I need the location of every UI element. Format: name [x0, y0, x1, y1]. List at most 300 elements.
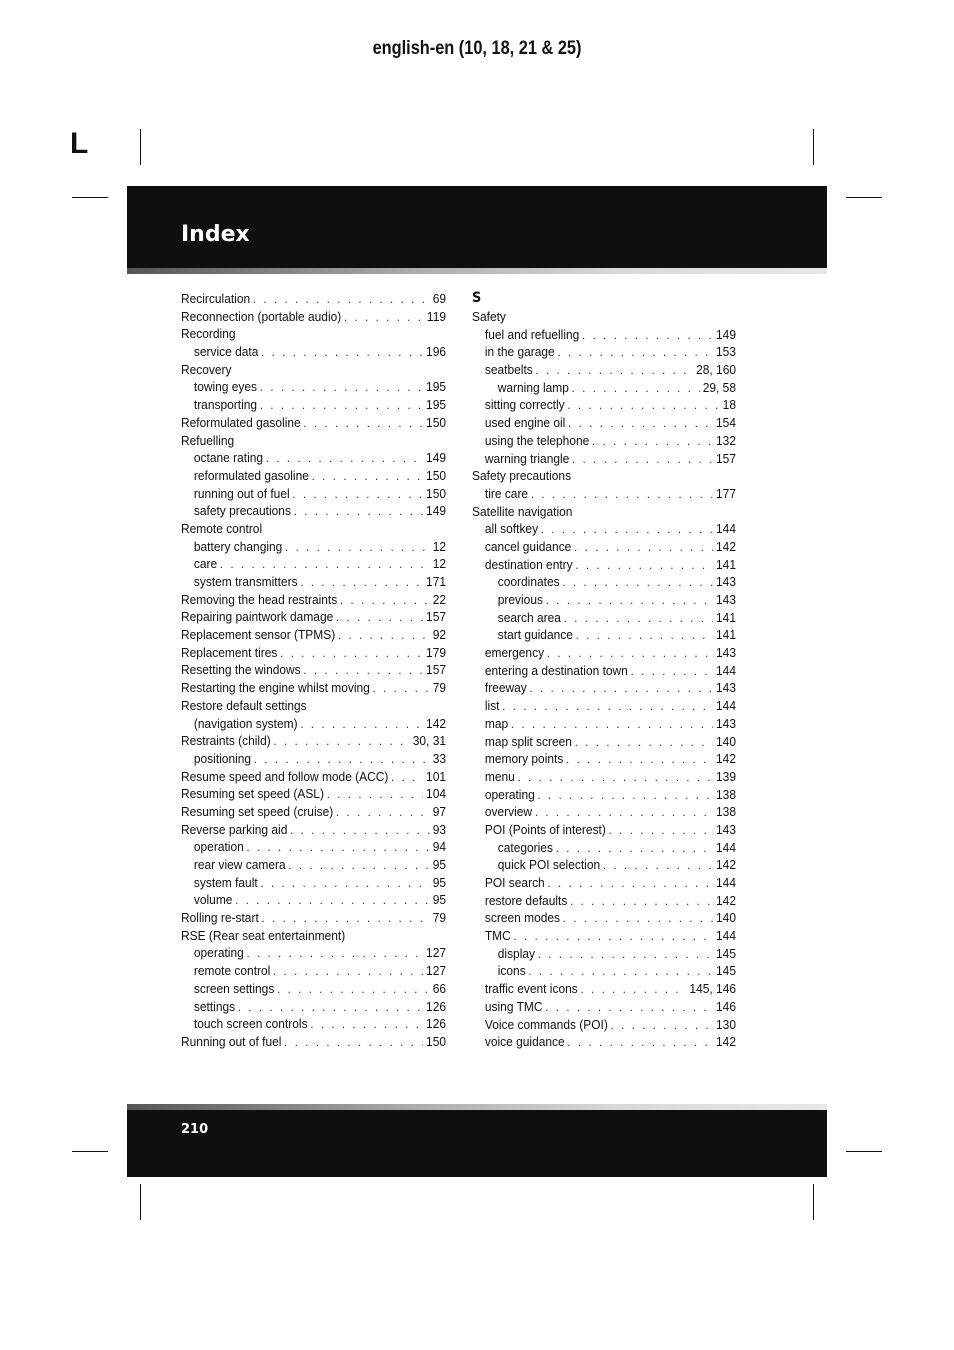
- banner-gradient-edge: [127, 268, 827, 274]
- dot-leader: [292, 486, 423, 503]
- index-entry-page: 149: [426, 450, 447, 466]
- index-entry-page: 144: [716, 928, 736, 944]
- index-entry-label: traffic event icons: [484, 981, 578, 997]
- index-letter-heading: S: [472, 290, 482, 306]
- index-entry-label: screen modes: [484, 910, 561, 926]
- index-entry-page: 142: [716, 1034, 736, 1050]
- index-entry: [472, 591, 736, 609]
- dot-leader: [556, 840, 714, 857]
- index-entry-label: memory points: [484, 751, 564, 767]
- index-entry-page: 141: [716, 556, 736, 572]
- index-entry-label: Voice commands (POI): [484, 1016, 608, 1032]
- index-entry-label: Reverse parking aid: [181, 821, 288, 837]
- index-entry: [181, 467, 446, 485]
- index-entry-page: 144: [716, 662, 736, 678]
- index-entry-label: operating: [193, 945, 244, 961]
- index-heading: RSE (Rear seat entertainment): [181, 927, 346, 943]
- index-entry-label: emergency: [484, 645, 545, 661]
- index-entry-label: reformulated gasoline: [193, 467, 309, 483]
- crop-mark-bottom-left-horizontal: [72, 1151, 108, 1152]
- index-entry-page: 150: [426, 485, 447, 501]
- dot-leader: [247, 839, 430, 856]
- index-entry-label: Rolling re-start: [181, 910, 259, 926]
- index-entry-label: using the telephone: [484, 432, 590, 448]
- dot-leader: [545, 999, 713, 1016]
- index-entry-label: menu: [484, 768, 515, 784]
- index-entry-page: 177: [716, 485, 736, 501]
- index-entry-label: Running out of fuel: [181, 1033, 282, 1049]
- index-entry-page: 153: [716, 344, 736, 360]
- index-heading: Satellite navigation: [472, 503, 573, 519]
- index-entry: [472, 856, 736, 874]
- index-entry: [181, 661, 446, 679]
- index-heading: Restore default settings: [181, 697, 307, 713]
- index-entry-page: 157: [426, 609, 447, 625]
- index-entry: [472, 715, 736, 733]
- index-entry-page: 12: [432, 538, 447, 554]
- index-entry: [181, 538, 446, 556]
- index-entry-page: 150: [426, 414, 447, 430]
- index-entry-page: 104: [426, 786, 447, 802]
- index-entry-label: all softkey: [484, 521, 539, 537]
- index-entry-label: volume: [193, 892, 233, 908]
- index-entry-label: TMC: [484, 928, 511, 944]
- index-list-left: [181, 290, 446, 1051]
- index-entry-label: POI (Points of interest): [484, 821, 606, 837]
- index-entry: [472, 679, 736, 697]
- dot-leader: [260, 397, 423, 414]
- crop-mark-top-left-horizontal: [72, 197, 108, 198]
- index-entry-label: warning triangle: [484, 450, 570, 466]
- index-entry-label: icons: [497, 963, 526, 979]
- index-entry-page: 28, 160: [696, 362, 736, 378]
- index-entry-page: 142: [716, 857, 736, 873]
- index-entry: [181, 803, 446, 821]
- index-entry-page: 179: [426, 644, 447, 660]
- dot-leader: [611, 1017, 714, 1034]
- index-entry-label: safety precautions: [193, 503, 291, 519]
- dot-leader: [535, 804, 713, 821]
- index-entry-label: quick POI selection: [497, 857, 601, 873]
- index-entry: [181, 732, 446, 750]
- index-entry: [181, 343, 446, 361]
- index-entry-label: settings: [193, 998, 236, 1014]
- dot-leader: [303, 415, 423, 432]
- dot-leader: [235, 892, 430, 909]
- index-entry-page: 157: [426, 662, 447, 678]
- dot-leader: [546, 592, 714, 609]
- index-entry: [181, 1015, 446, 1033]
- index-entry-label: screen settings: [193, 980, 275, 996]
- index-entry: [472, 892, 736, 910]
- index-entry: [472, 945, 736, 963]
- index-entry: [472, 1016, 736, 1034]
- index-entry-page: 145, 146: [689, 981, 736, 997]
- index-entry-label: list: [484, 698, 500, 714]
- index-entry-label: warning lamp: [497, 379, 569, 395]
- index-heading: Recording: [181, 326, 236, 342]
- index-entry-page: 69: [432, 291, 447, 306]
- dot-leader: [300, 716, 423, 733]
- index-entry: [472, 450, 736, 468]
- dot-leader: [603, 857, 713, 874]
- index-entry: [472, 998, 736, 1016]
- dot-leader: [531, 486, 713, 503]
- dot-leader: [568, 415, 713, 432]
- dot-leader: [336, 609, 423, 626]
- dot-leader: [310, 1016, 423, 1033]
- index-entry-page: 30, 31: [412, 733, 447, 749]
- index-entry-label: operation: [193, 839, 244, 855]
- index-entry-label: rear view camera: [193, 857, 286, 872]
- index-entry: [472, 1033, 736, 1051]
- index-entry-label: transporting: [193, 397, 258, 413]
- index-entry-page: 93: [432, 821, 447, 837]
- index-entry-page: 94: [432, 839, 447, 855]
- index-entry-page: 119: [426, 308, 447, 324]
- dot-leader: [563, 910, 714, 927]
- index-entry: [472, 644, 736, 662]
- index-entry-page: 126: [426, 1016, 447, 1032]
- dot-leader: [502, 698, 713, 715]
- footer-gradient-edge: [127, 1104, 827, 1110]
- dot-leader: [575, 734, 714, 751]
- dot-leader: [518, 769, 714, 786]
- index-entry: [472, 379, 736, 397]
- index-entry-label: positioning: [193, 750, 252, 766]
- index-entry: [181, 821, 446, 839]
- index-entry-page: 33: [432, 750, 447, 766]
- index-entry-page: 143: [716, 680, 736, 696]
- index-entry-page: 146: [716, 998, 736, 1014]
- index-entry: [472, 821, 736, 839]
- index-entry: [472, 343, 736, 361]
- dot-leader: [285, 539, 430, 556]
- index-entry-label: destination entry: [484, 556, 573, 572]
- index-entry-label: map split screen: [484, 733, 572, 749]
- index-heading: Remote control: [181, 520, 263, 536]
- crop-mark-top-left-vertical: [140, 129, 141, 165]
- dot-leader: [300, 574, 423, 591]
- dot-leader: [536, 362, 694, 379]
- index-entry-label: Repairing paintwork damage: [181, 609, 334, 625]
- index-entry-label: using TMC: [484, 998, 543, 1014]
- index-entry: [472, 396, 736, 414]
- dot-leader: [340, 592, 430, 609]
- index-entry-page: 126: [426, 998, 447, 1014]
- dot-leader: [288, 857, 430, 874]
- index-entry-page: 141: [716, 609, 736, 625]
- index-entry-label: voice guidance: [484, 1034, 565, 1050]
- index-entry: [472, 874, 736, 892]
- index-entry-page: 143: [716, 592, 736, 607]
- index-entry: [472, 662, 736, 680]
- index-entry-page: 144: [716, 521, 736, 537]
- dot-leader: [280, 645, 423, 662]
- dot-leader: [344, 309, 424, 326]
- index-entry: [181, 874, 446, 892]
- index-entry-label: in the garage: [484, 344, 555, 360]
- index-entry-page: 140: [716, 910, 736, 926]
- index-entry-label: touch screen controls: [193, 1016, 308, 1032]
- dot-leader: [220, 556, 430, 573]
- index-entry-page: 97: [432, 803, 447, 819]
- index-entry-page: 145: [716, 963, 736, 979]
- dot-leader: [575, 557, 713, 574]
- index-banner: [127, 186, 827, 268]
- index-entry-page: 66: [432, 980, 447, 996]
- index-entry: [472, 609, 736, 627]
- index-entry: [181, 449, 446, 467]
- dot-leader: [572, 451, 713, 468]
- index-entry: [472, 803, 736, 821]
- dot-leader: [261, 344, 423, 361]
- index-entry: [181, 750, 446, 768]
- dot-leader: [294, 503, 424, 520]
- dot-leader: [238, 999, 423, 1016]
- dot-leader: [277, 981, 430, 998]
- index-entry-page: 143: [716, 645, 736, 661]
- index-heading: Safety: [472, 309, 506, 324]
- index-entry-page: 142: [426, 715, 447, 731]
- dot-leader: [290, 822, 430, 839]
- dot-leader: [327, 786, 424, 803]
- index-list-right: [472, 290, 736, 1051]
- page-number: 210: [181, 1122, 209, 1137]
- dot-leader: [262, 910, 430, 927]
- crop-mark-bottom-right-vertical: [813, 1184, 814, 1220]
- index-entry-page: 29, 58: [702, 379, 736, 395]
- dot-leader: [253, 291, 430, 308]
- index-entry-page: 18: [722, 397, 736, 413]
- index-entry: [181, 485, 446, 503]
- crop-mark-bottom-right-horizontal: [846, 1151, 882, 1152]
- index-entry: [472, 520, 736, 538]
- index-entry-page: 12: [432, 556, 447, 572]
- index-entry-page: 139: [716, 768, 736, 784]
- index-entry: [181, 785, 446, 803]
- index-entry-page: 150: [426, 1033, 447, 1049]
- index-entry-page: 154: [716, 415, 736, 431]
- index-entry-label: Restraints (child): [181, 733, 271, 749]
- dot-leader: [528, 963, 713, 980]
- index-entry-page: 95: [432, 892, 447, 908]
- index-entry: [472, 573, 736, 591]
- index-entry-page: 79: [432, 910, 447, 926]
- crop-mark-top-right-horizontal: [846, 197, 882, 198]
- index-entry-page: 142: [716, 751, 736, 767]
- index-entry-label: display: [497, 945, 535, 961]
- dot-leader: [570, 893, 713, 910]
- index-entry: [181, 909, 446, 927]
- index-entry-page: 195: [426, 379, 447, 395]
- index-entry-page: 144: [716, 698, 736, 714]
- index-entry-page: 79: [432, 680, 447, 696]
- dot-leader: [273, 733, 409, 750]
- crop-letter: L: [70, 127, 89, 160]
- index-entry: [472, 962, 736, 980]
- index-entry: [472, 361, 736, 379]
- index-entry-label: (navigation system): [193, 715, 298, 731]
- dot-leader: [336, 804, 430, 821]
- index-entry: [472, 697, 736, 715]
- index-entry-label: operating: [484, 786, 535, 802]
- index-entry: [181, 998, 446, 1016]
- index-entry-page: 150: [426, 467, 447, 483]
- index-entry-page: 95: [432, 857, 447, 872]
- index-entry: [181, 944, 446, 962]
- index-entry-page: 143: [716, 574, 736, 590]
- index-entry: [472, 750, 736, 768]
- index-entry: [181, 290, 446, 308]
- index-entry: [181, 962, 446, 980]
- dot-leader: [582, 327, 713, 344]
- dot-leader: [576, 627, 714, 644]
- index-entry-label: entering a destination town: [484, 662, 628, 678]
- index-entry-page: 145: [716, 945, 736, 961]
- index-entry-label: cancel guidance: [484, 538, 572, 554]
- dot-leader: [247, 945, 424, 962]
- index-entry-label: freeway: [484, 680, 527, 696]
- index-entry-page: 144: [716, 875, 736, 890]
- index-entry-label: start guidance: [497, 627, 573, 643]
- dot-leader: [373, 680, 430, 697]
- dot-leader: [631, 663, 714, 680]
- dot-leader: [547, 875, 713, 892]
- index-entry-label: POI search: [484, 875, 545, 890]
- index-entry-page: 140: [716, 733, 736, 749]
- index-entry: [181, 1033, 446, 1051]
- index-entry-label: Reconnection (portable audio): [181, 308, 342, 324]
- index-entry: [181, 573, 446, 591]
- index-entry-label: care: [193, 556, 218, 572]
- index-entry: [181, 626, 446, 644]
- index-entry-page: 143: [716, 715, 736, 731]
- index-entry: [181, 502, 446, 520]
- index-entry: [181, 891, 446, 909]
- index-entry-page: 196: [426, 344, 447, 360]
- index-entry: [472, 414, 736, 432]
- dot-leader: [284, 1034, 423, 1051]
- index-entry: [472, 909, 736, 927]
- dot-leader: [514, 928, 714, 945]
- dot-leader: [273, 963, 423, 980]
- index-entry-page: 144: [716, 839, 736, 855]
- index-entry-label: Resume speed and follow mode (ACC): [181, 768, 389, 784]
- index-entry: [472, 927, 736, 945]
- footer-banner: [127, 1110, 827, 1177]
- index-entry-label: Replacement sensor (TPMS): [181, 627, 336, 643]
- index-entry-label: search area: [497, 609, 561, 625]
- index-entry-page: 138: [716, 804, 736, 820]
- index-column-left: [181, 290, 446, 1051]
- index-entry-page: 127: [426, 945, 447, 961]
- index-entry-page: 149: [426, 503, 447, 519]
- index-entry: [472, 839, 736, 857]
- index-entry: [472, 733, 736, 751]
- index-entry-page: 132: [716, 432, 736, 448]
- index-entry-page: 130: [716, 1016, 736, 1032]
- index-entry: [181, 856, 446, 874]
- dot-leader: [609, 822, 714, 839]
- index-entry-page: 138: [716, 786, 736, 802]
- dot-leader: [391, 769, 423, 786]
- index-entry-label: seatbelts: [484, 362, 533, 378]
- index-entry: [472, 768, 736, 786]
- index-entry-label: coordinates: [497, 574, 560, 590]
- crop-mark-top-right-vertical: [813, 129, 814, 165]
- dot-leader: [547, 645, 713, 662]
- dot-leader: [260, 379, 423, 396]
- index-entry-label: system transmitters: [193, 574, 298, 589]
- index-entry-label: Resuming set speed (cruise): [181, 803, 334, 819]
- index-entry: [472, 980, 736, 998]
- dot-leader: [566, 751, 713, 768]
- dot-leader: [541, 521, 713, 538]
- index-entry-page: 171: [426, 574, 447, 589]
- dot-leader: [567, 1034, 713, 1051]
- index-entry-label: previous: [497, 592, 543, 607]
- index-entry: [181, 378, 446, 396]
- index-entry: [181, 396, 446, 414]
- index-entry-page: 141: [716, 627, 736, 643]
- index-entry-label: remote control: [193, 963, 271, 979]
- dot-leader: [574, 539, 713, 556]
- index-entry-label: restore defaults: [484, 892, 568, 908]
- dot-leader: [580, 981, 686, 998]
- index-heading: Recovery: [181, 361, 232, 377]
- index-entry-page: 149: [716, 326, 736, 342]
- index-entry-page: 127: [426, 963, 447, 979]
- index-entry: [181, 838, 446, 856]
- dot-leader: [530, 680, 714, 697]
- index-entry-label: service data: [193, 344, 259, 360]
- index-entry-label: Reformulated gasoline: [181, 414, 301, 430]
- index-column-right: [472, 290, 736, 1051]
- dot-leader: [254, 751, 430, 768]
- index-heading: Refuelling: [181, 432, 235, 448]
- index-entry-label: Recirculation: [181, 291, 251, 306]
- dot-leader: [562, 574, 713, 591]
- index-entry-label: tire care: [484, 485, 529, 501]
- index-entry: [472, 432, 736, 450]
- index-entry-label: overview: [484, 804, 533, 820]
- dot-leader: [592, 433, 713, 450]
- index-entry-page: 143: [716, 821, 736, 837]
- dot-leader: [511, 716, 713, 733]
- dot-leader: [538, 787, 714, 804]
- header-title: english-en (10, 18, 21 & 25): [372, 38, 582, 59]
- index-entry: [472, 786, 736, 804]
- index-entry-page: 157: [716, 450, 736, 466]
- index-entry-page: 92: [432, 627, 447, 643]
- index-entry-label: towing eyes: [193, 379, 258, 395]
- index-entry: [181, 768, 446, 786]
- crop-mark-bottom-left-vertical: [140, 1184, 141, 1220]
- index-entry: [181, 715, 446, 733]
- index-entry-label: Restarting the engine whilst moving: [181, 680, 370, 696]
- banner-title: Index: [181, 222, 250, 247]
- dot-leader: [564, 610, 714, 627]
- dot-leader: [572, 380, 700, 397]
- index-entry: [181, 608, 446, 626]
- index-entry-label: system fault: [193, 874, 258, 890]
- dot-leader: [260, 875, 429, 892]
- index-entry-page: 22: [432, 591, 447, 607]
- index-entry-label: Resetting the windows: [181, 662, 301, 678]
- dot-leader: [303, 662, 423, 679]
- index-entry-label: sitting correctly: [484, 397, 565, 413]
